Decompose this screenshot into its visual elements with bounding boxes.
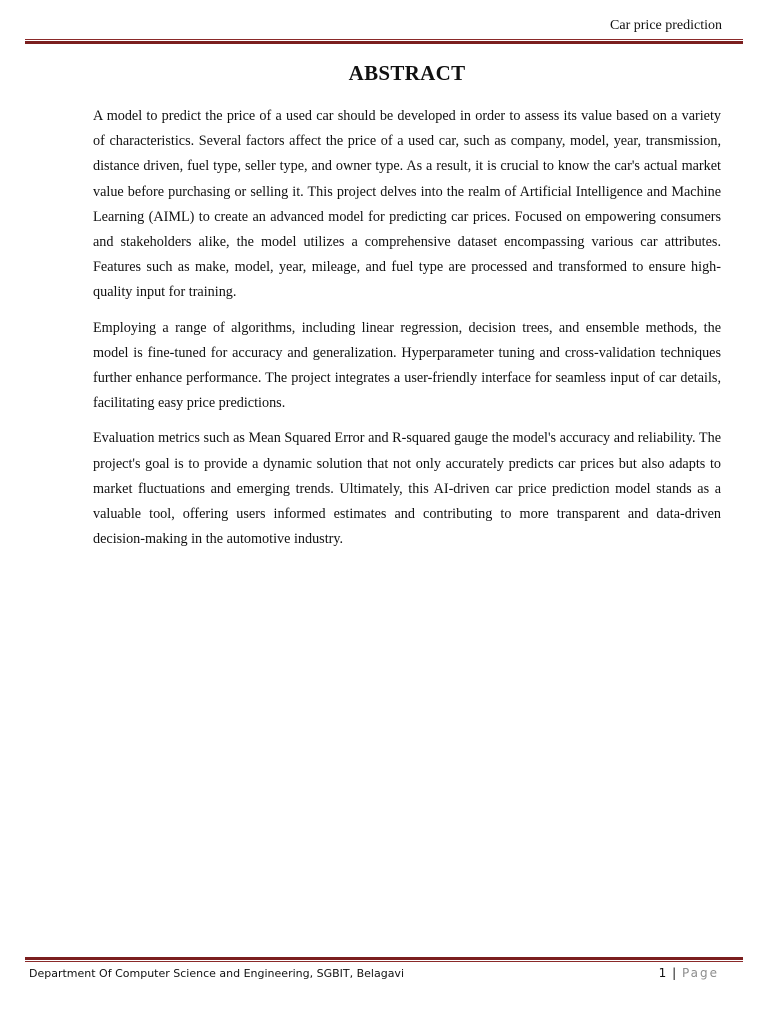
page-separator: | <box>672 966 677 980</box>
header-rule-thin <box>25 39 743 40</box>
footer-page-indicator <box>659 965 719 981</box>
abstract-paragraph-1: A model to predict the price of a used car should be developed in order to assess its value based on a variety of characteristics. Several factors affect the price of a used car, such as company, model, year, transmission, distance driven, fuel type, seller type, and owner type. As a result, it is crucial to know the car's actual market value before purchasing or selling it. This project delves into the realm of Artificial Intelligence and Machine Learning (AIML) to create an advanced model for predicting car prices. Focused on empowering consumers and stakeholders alike, the model utilizes a comprehensive dataset encompassing various car attributes. Features such as make, model, year, mileage, and fuel type are processed and transformed to ensure high-quality input for training. <box>93 108 721 301</box>
page-number: 1 <box>658 966 667 980</box>
running-header: Car price prediction <box>610 18 722 33</box>
page-label: Page <box>681 966 719 980</box>
footer-rule-thick <box>25 957 743 960</box>
abstract-body <box>93 104 721 562</box>
abstract-paragraph-2: Employing a range of algorithms, including linear regression, decision trees, and ensemble methods, the model is fine-tuned for accuracy and generalization. Hyperparameter tuning and cross-validation techniques further enhance performance. The project integrates a user-friendly interface for seamless input of car details, facilitating easy price predictions. <box>93 319 721 412</box>
section-heading: ABSTRACT <box>348 61 466 85</box>
footer-rule-thin <box>25 961 743 962</box>
header-rule-thick <box>25 41 743 44</box>
footer-department: Department Of Computer Science and Engineering, SGBIT, Belagavi <box>29 967 404 980</box>
abstract-paragraph-3: Evaluation metrics such as Mean Squared Error and R-squared gauge the model's accuracy and reliability. The project's goal is to provide a dynamic solution that not only accurately predicts car prices but also adapts to market fluctuations and emerging trends. Ultimately, this AI-driven car price prediction model stands as a valuable tool, offering users informed estimates and contributing to more transparent and data-driven decision-making in the automotive industry. <box>93 430 721 548</box>
